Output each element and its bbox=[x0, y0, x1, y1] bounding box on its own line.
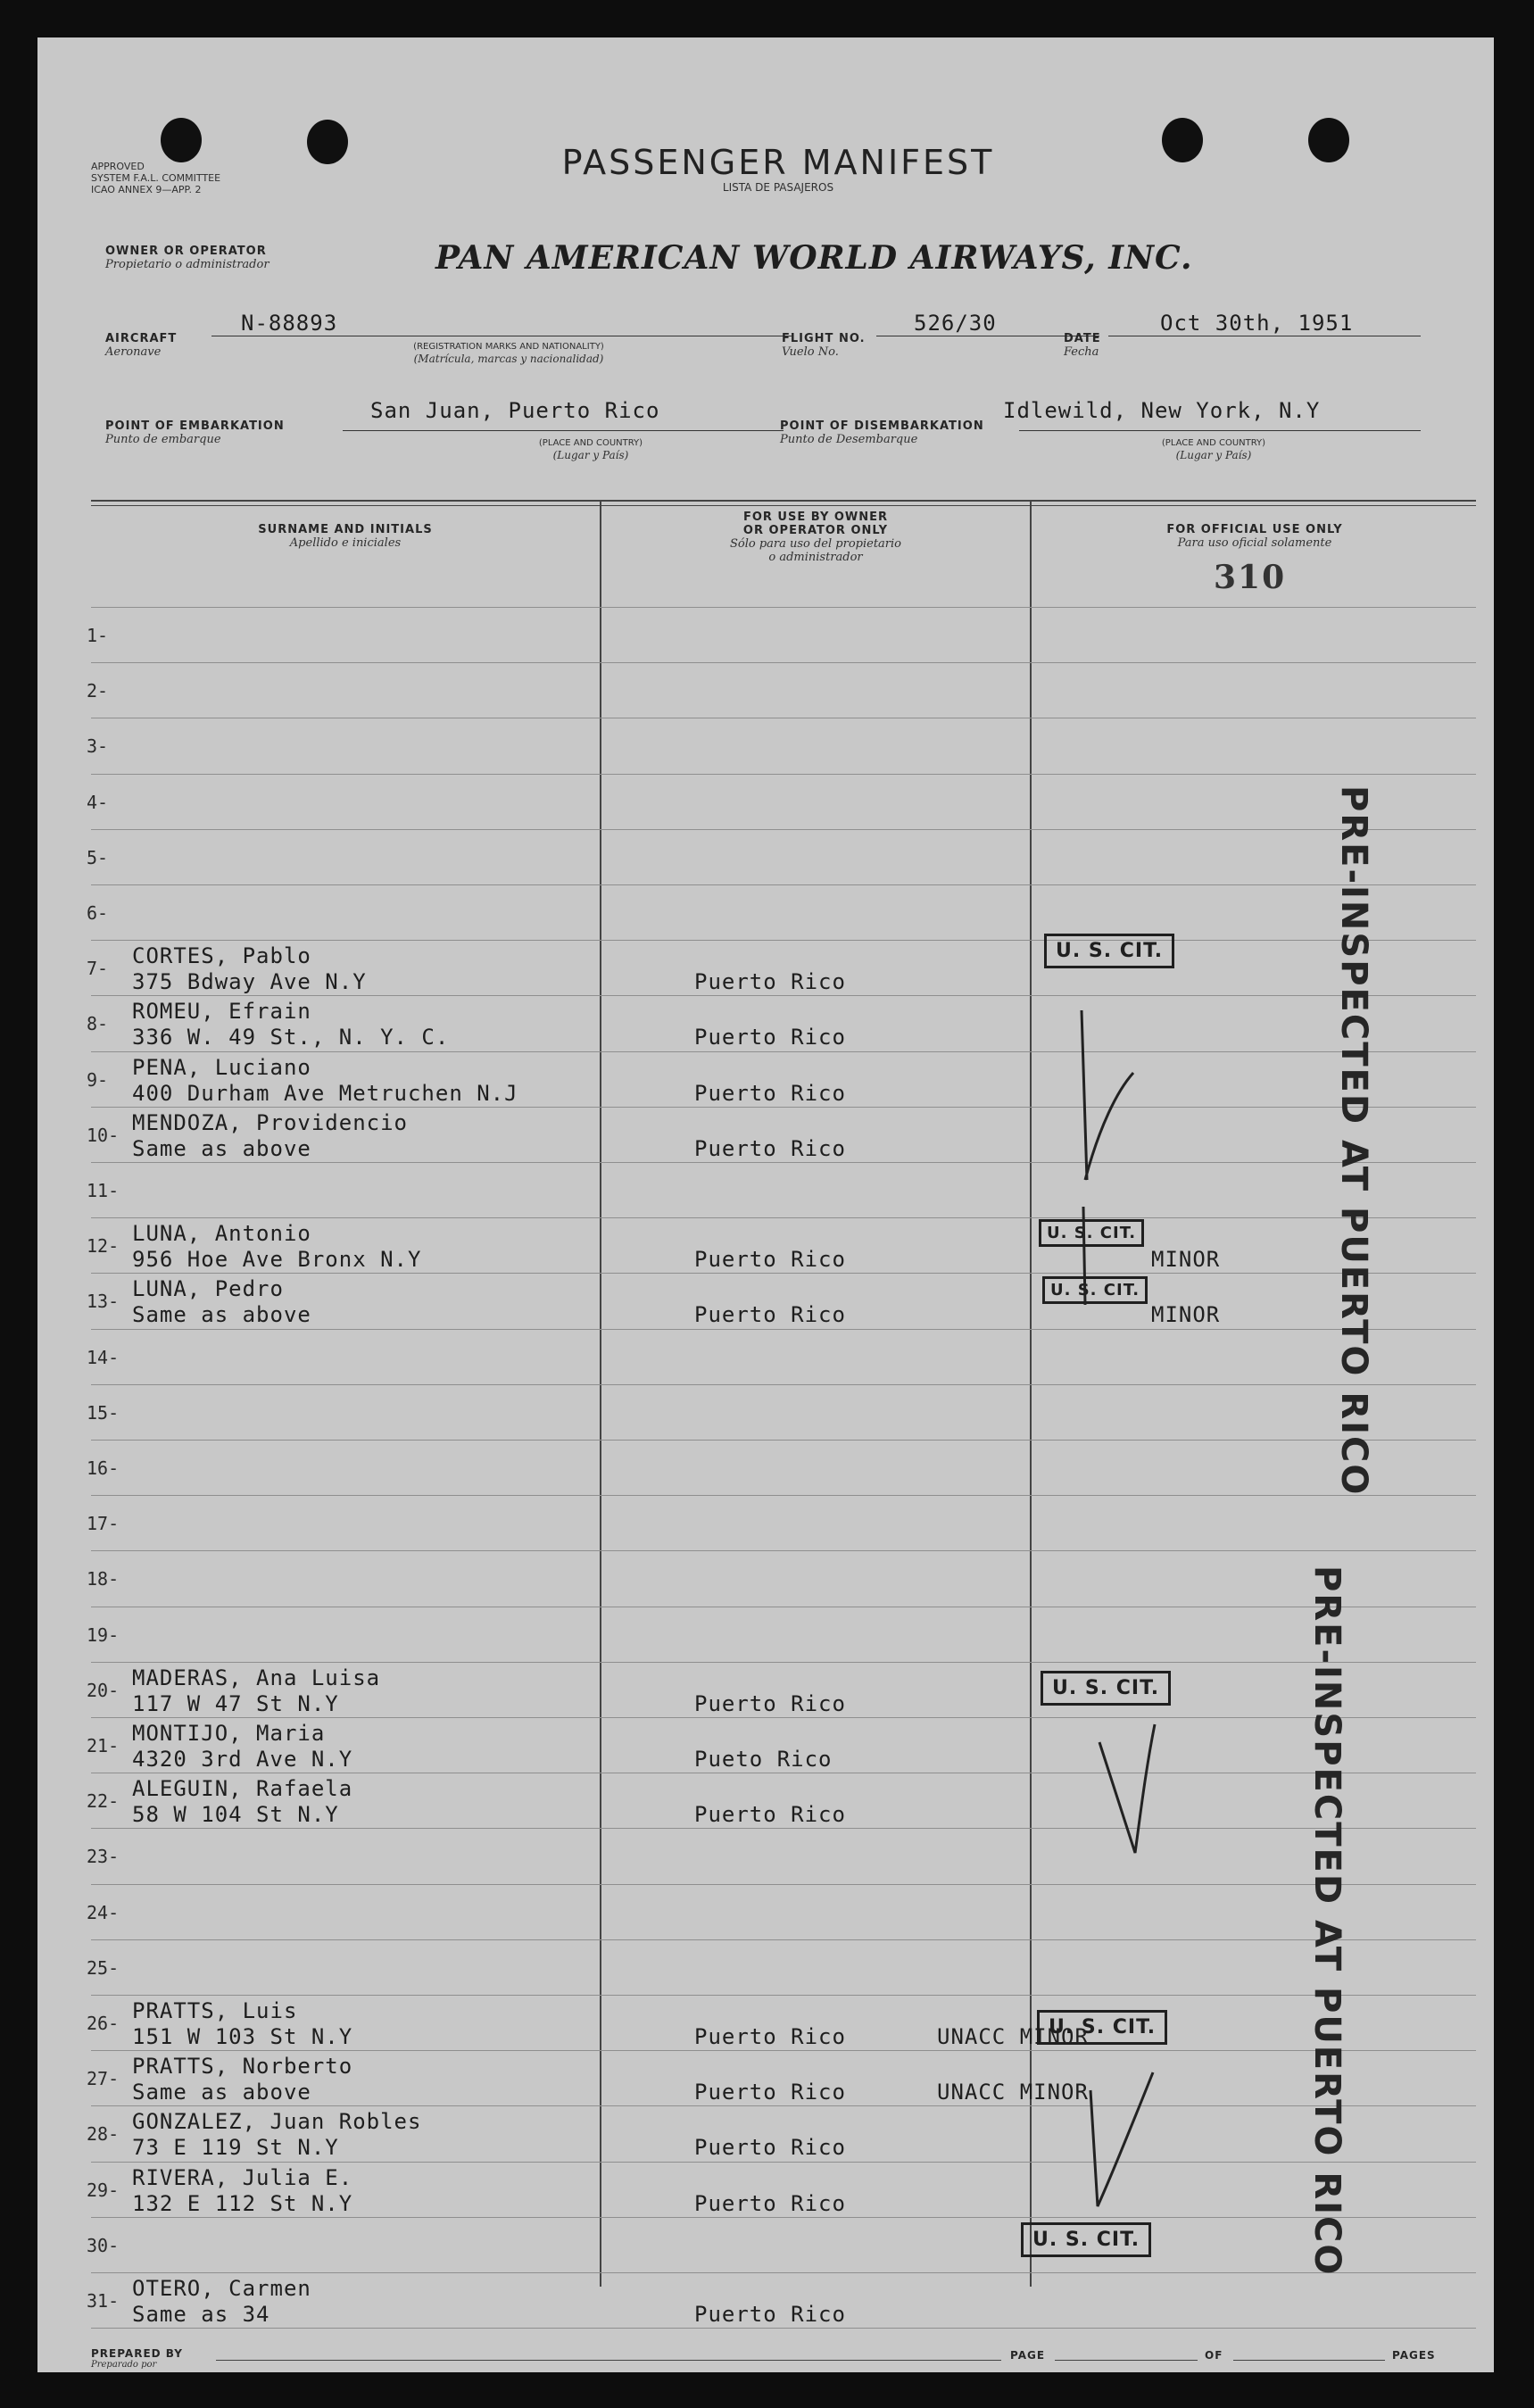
row-rule bbox=[91, 1939, 1476, 1940]
row-number: 29- bbox=[87, 2180, 120, 2201]
passenger-address: Same as above bbox=[132, 2080, 311, 2105]
passenger-name: ALEGUIN, Rafaela bbox=[132, 1776, 353, 1801]
row-number: 8- bbox=[87, 1013, 109, 1034]
of-line bbox=[1233, 2360, 1385, 2361]
title-block bbox=[519, 143, 1037, 194]
passenger-note: MINOR bbox=[1151, 1247, 1221, 1272]
registration-note bbox=[339, 341, 678, 365]
aircraft-label-es: Aeronave bbox=[105, 345, 162, 359]
prepared-by-label: PREPARED BY bbox=[91, 2347, 183, 2360]
row-rule bbox=[91, 1828, 1476, 1829]
row-number: 27- bbox=[87, 2068, 120, 2089]
passenger-note: UNACC MINOR bbox=[937, 2080, 1089, 2105]
passenger-name: ROMEU, Efrain bbox=[132, 999, 311, 1024]
row-rule bbox=[91, 1384, 1476, 1385]
passenger-origin: Puerto Rico bbox=[694, 2135, 846, 2160]
row-rule bbox=[91, 829, 1476, 830]
col-header-owner-line: OR OPERATOR ONLY bbox=[742, 524, 889, 537]
approval-line: ICAO ANNEX 9—APP. 2 bbox=[91, 184, 202, 195]
disembark-label-es: Punto de Desembarque bbox=[780, 433, 918, 446]
row-rule bbox=[91, 1440, 1476, 1441]
row-number: 21- bbox=[87, 1735, 120, 1756]
passenger-address: 117 W 47 St N.Y bbox=[132, 1691, 339, 1716]
passenger-origin: Puerto Rico bbox=[694, 1136, 846, 1161]
row-number: 28- bbox=[87, 2123, 120, 2145]
page-label: PAGE bbox=[1010, 2349, 1046, 2362]
row-number: 22- bbox=[87, 1790, 120, 1812]
operator-name: PAN AMERICAN WORLD AIRWAYS, INC. bbox=[435, 239, 1193, 277]
page-line bbox=[1055, 2360, 1198, 2361]
row-number: 18- bbox=[87, 1568, 120, 1590]
of-label: OF bbox=[1205, 2349, 1223, 2362]
row-number: 30- bbox=[87, 2235, 120, 2256]
prepared-by-es: Preparado por bbox=[91, 2360, 157, 2370]
row-number: 24- bbox=[87, 1902, 120, 1923]
row-rule bbox=[91, 1329, 1476, 1330]
col-header-official-en: FOR OFFICIAL USE ONLY bbox=[1166, 523, 1343, 536]
passenger-origin: Puerto Rico bbox=[694, 2080, 846, 2105]
col-header-surname-es: Apellido e iniciales bbox=[289, 536, 402, 550]
flight-label-block bbox=[782, 332, 866, 359]
passenger-name: MONTIJO, Maria bbox=[132, 1721, 326, 1746]
col-header-owner-es: Sólo para uso del propietario bbox=[729, 537, 902, 551]
registration-note-es: (Matrícula, marcas y nacionalidad) bbox=[413, 353, 604, 365]
row-number: 9- bbox=[87, 1069, 109, 1091]
passenger-origin: Puerto Rico bbox=[694, 1247, 846, 1272]
row-rule bbox=[91, 1162, 1476, 1163]
row-rule bbox=[91, 1550, 1476, 1551]
punch-hole bbox=[1162, 118, 1203, 162]
passenger-address: Same as above bbox=[132, 1302, 311, 1327]
us-cit-stamp: U. S. CIT. bbox=[1042, 1276, 1148, 1304]
passenger-origin: Pueto Rico bbox=[694, 1747, 833, 1772]
row-rule bbox=[91, 662, 1476, 663]
us-cit-stamp: U. S. CIT. bbox=[1044, 934, 1174, 968]
disembark-place-note bbox=[1089, 437, 1339, 461]
us-cit-stamp: U. S. CIT. bbox=[1021, 2222, 1151, 2257]
row-number: 11- bbox=[87, 1180, 120, 1201]
passenger-name: OTERO, Carmen bbox=[132, 2276, 311, 2301]
aircraft-label-block bbox=[105, 332, 177, 359]
manifest-sheet bbox=[37, 37, 1494, 2372]
check-mark bbox=[1090, 1706, 1162, 1867]
check-mark bbox=[1064, 966, 1144, 1314]
row-number: 17- bbox=[87, 1513, 120, 1534]
row-rule bbox=[91, 774, 1476, 775]
passenger-origin: Puerto Rico bbox=[694, 2302, 846, 2327]
embark-label: POINT OF EMBARKATION bbox=[105, 419, 285, 433]
row-number: 5- bbox=[87, 847, 109, 868]
passenger-origin: Puerto Rico bbox=[694, 1802, 846, 1827]
passenger-origin: Puerto Rico bbox=[694, 1081, 846, 1106]
row-number: 4- bbox=[87, 792, 109, 813]
row-number: 15- bbox=[87, 1402, 120, 1424]
passenger-address: 73 E 119 St N.Y bbox=[132, 2135, 339, 2160]
flight-label: FLIGHT NO. bbox=[782, 332, 866, 345]
table-top-rule bbox=[91, 500, 1476, 502]
preinspected-stamp: PRE-INSPECTED AT PUERTO RICO bbox=[1306, 1565, 1347, 2277]
row-rule bbox=[91, 2050, 1476, 2051]
row-number: 16- bbox=[87, 1457, 120, 1479]
us-cit-stamp: U. S. CIT. bbox=[1039, 1219, 1144, 1247]
punch-hole bbox=[1308, 118, 1349, 162]
date-label-block bbox=[1064, 332, 1101, 359]
passenger-name: LUNA, Antonio bbox=[132, 1221, 311, 1246]
row-number: 6- bbox=[87, 902, 109, 924]
row-number: 13- bbox=[87, 1291, 120, 1312]
row-rule bbox=[91, 1662, 1476, 1663]
row-rule bbox=[91, 1051, 1476, 1052]
place-note-es: (Lugar y País) bbox=[552, 449, 629, 461]
row-rule bbox=[91, 1273, 1476, 1274]
row-rule bbox=[91, 2105, 1476, 2106]
passenger-origin: Puerto Rico bbox=[694, 2024, 846, 2049]
embark-place-note bbox=[466, 437, 716, 461]
passenger-origin: Puerto Rico bbox=[694, 1691, 846, 1716]
row-rule bbox=[91, 1995, 1476, 1996]
passenger-address: 132 E 112 St N.Y bbox=[132, 2191, 353, 2216]
passenger-name: GONZALEZ, Juan Robles bbox=[132, 2109, 422, 2134]
punch-hole bbox=[161, 118, 202, 162]
us-cit-stamp: U. S. CIT. bbox=[1041, 1671, 1171, 1706]
date-label: DATE bbox=[1064, 332, 1101, 345]
row-number: 2- bbox=[87, 680, 109, 702]
passenger-origin: Puerto Rico bbox=[694, 1302, 846, 1327]
owner-label-block bbox=[105, 245, 269, 271]
aircraft-label: AIRCRAFT bbox=[105, 332, 178, 345]
punch-hole bbox=[307, 120, 348, 164]
owner-label: OWNER OR OPERATOR bbox=[105, 245, 267, 258]
passenger-name: MENDOZA, Providencio bbox=[132, 1110, 408, 1135]
row-number: 10- bbox=[87, 1125, 120, 1146]
row-number: 1- bbox=[87, 625, 109, 646]
official-number: 310 bbox=[1214, 559, 1287, 596]
passenger-address: 151 W 103 St N.Y bbox=[132, 2024, 353, 2049]
row-number: 20- bbox=[87, 1680, 120, 1701]
row-rule bbox=[91, 1217, 1476, 1218]
passenger-origin: Puerto Rico bbox=[694, 1025, 846, 1050]
row-rule bbox=[91, 607, 1476, 608]
aircraft-value: N-88893 bbox=[241, 311, 338, 336]
table-top-rule bbox=[91, 505, 1476, 506]
row-rule bbox=[91, 2162, 1476, 2163]
date-label-es: Fecha bbox=[1064, 345, 1099, 359]
passenger-origin: Puerto Rico bbox=[694, 969, 846, 994]
passenger-address: Same as 34 bbox=[132, 2302, 270, 2327]
col-header-surname-en: SURNAME AND INITIALS bbox=[258, 523, 433, 536]
row-rule bbox=[91, 2328, 1476, 2329]
passenger-note: UNACC MINOR bbox=[937, 2024, 1089, 2049]
passenger-address: 400 Durham Ave Metruchen N.J bbox=[132, 1081, 518, 1106]
row-number: 12- bbox=[87, 1235, 120, 1257]
embarkation-value: San Juan, Puerto Rico bbox=[370, 398, 660, 423]
passenger-note: MINOR bbox=[1151, 1302, 1221, 1327]
col-header-surname bbox=[91, 523, 600, 550]
row-number: 14- bbox=[87, 1347, 120, 1368]
preinspected-stamp: PRE-INSPECTED AT PUERTO RICO bbox=[1333, 785, 1374, 1497]
col-header-owner bbox=[601, 511, 1030, 564]
col-header-official bbox=[1032, 523, 1478, 550]
passenger-origin: Puerto Rico bbox=[694, 2191, 846, 2216]
passenger-name: RIVERA, Julia E. bbox=[132, 2165, 353, 2190]
pages-label: PAGES bbox=[1392, 2349, 1436, 2362]
approval-line: SYSTEM F.A.L. COMMITTEE bbox=[91, 172, 221, 184]
passenger-address: 375 Bdway Ave N.Y bbox=[132, 969, 367, 994]
approval-block bbox=[91, 161, 220, 195]
us-cit-stamp: U. S. CIT. bbox=[1037, 2010, 1167, 2045]
registration-note-en: (REGISTRATION MARKS AND NATIONALITY) bbox=[413, 342, 604, 352]
row-rule bbox=[91, 884, 1476, 885]
row-rule bbox=[91, 2217, 1476, 2218]
row-rule bbox=[91, 940, 1476, 941]
passenger-name: CORTES, Pablo bbox=[132, 943, 311, 968]
col-header-owner-line: FOR USE BY OWNER bbox=[742, 511, 889, 524]
prepared-by-line bbox=[216, 2360, 1001, 2361]
row-rule bbox=[91, 1495, 1476, 1496]
approval-line: APPROVED bbox=[91, 161, 145, 172]
page-title: PASSENGER MANIFEST bbox=[561, 143, 995, 182]
embark-label-es: Punto de embarque bbox=[105, 433, 221, 446]
passenger-address: Same as above bbox=[132, 1136, 311, 1161]
passenger-name: MADERAS, Ana Luisa bbox=[132, 1665, 381, 1690]
passenger-name: PRATTS, Luis bbox=[132, 1998, 298, 2023]
passenger-address: 58 W 104 St N.Y bbox=[132, 1802, 339, 1827]
place-note-en: (PLACE AND COUNTRY) bbox=[1161, 438, 1266, 448]
column-divider bbox=[1030, 502, 1032, 2287]
row-number: 19- bbox=[87, 1624, 120, 1646]
passenger-address: 4320 3rd Ave N.Y bbox=[132, 1747, 353, 1772]
row-number: 25- bbox=[87, 1957, 120, 1979]
place-note-en: (PLACE AND COUNTRY) bbox=[538, 438, 643, 448]
disembark-underline bbox=[1019, 430, 1421, 431]
flight-no-value: 526/30 bbox=[914, 311, 997, 336]
embark-underline bbox=[343, 430, 784, 431]
place-note-es: (Lugar y País) bbox=[1175, 449, 1252, 461]
row-rule bbox=[91, 995, 1476, 996]
row-rule bbox=[91, 2272, 1476, 2273]
row-number: 26- bbox=[87, 2013, 120, 2034]
col-header-official-es: Para uso oficial solamente bbox=[1177, 536, 1332, 550]
col-header-owner-es: o administrador bbox=[768, 551, 863, 564]
passenger-address: 956 Hoe Ave Bronx N.Y bbox=[132, 1247, 422, 1272]
row-number: 3- bbox=[87, 735, 109, 757]
disembark-label: POINT OF DISEMBARKATION bbox=[780, 419, 984, 433]
passenger-name: PRATTS, Norberto bbox=[132, 2054, 353, 2079]
row-number: 7- bbox=[87, 958, 109, 979]
passenger-address: 336 W. 49 St., N. Y. C. bbox=[132, 1025, 450, 1050]
column-divider bbox=[600, 502, 601, 2287]
passenger-name: PENA, Luciano bbox=[132, 1055, 311, 1080]
disembarkation-value: Idlewild, New York, N.Y bbox=[1003, 398, 1321, 423]
date-value: Oct 30th, 1951 bbox=[1160, 311, 1354, 336]
passenger-name: LUNA, Pedro bbox=[132, 1276, 284, 1301]
disembark-label-block bbox=[780, 419, 984, 446]
check-mark bbox=[1064, 2037, 1162, 2215]
row-rule bbox=[91, 1717, 1476, 1718]
row-rule bbox=[91, 1884, 1476, 1885]
prepared-by bbox=[91, 2347, 183, 2370]
row-number: 31- bbox=[87, 2290, 120, 2312]
page-subtitle: LISTA DE PASAJEROS bbox=[722, 181, 834, 194]
owner-label-es: Propietario o administrador bbox=[105, 258, 269, 271]
row-number: 23- bbox=[87, 1846, 120, 1867]
flight-label-es: Vuelo No. bbox=[782, 345, 839, 359]
row-rule bbox=[91, 1107, 1476, 1108]
embark-label-block bbox=[105, 419, 285, 446]
